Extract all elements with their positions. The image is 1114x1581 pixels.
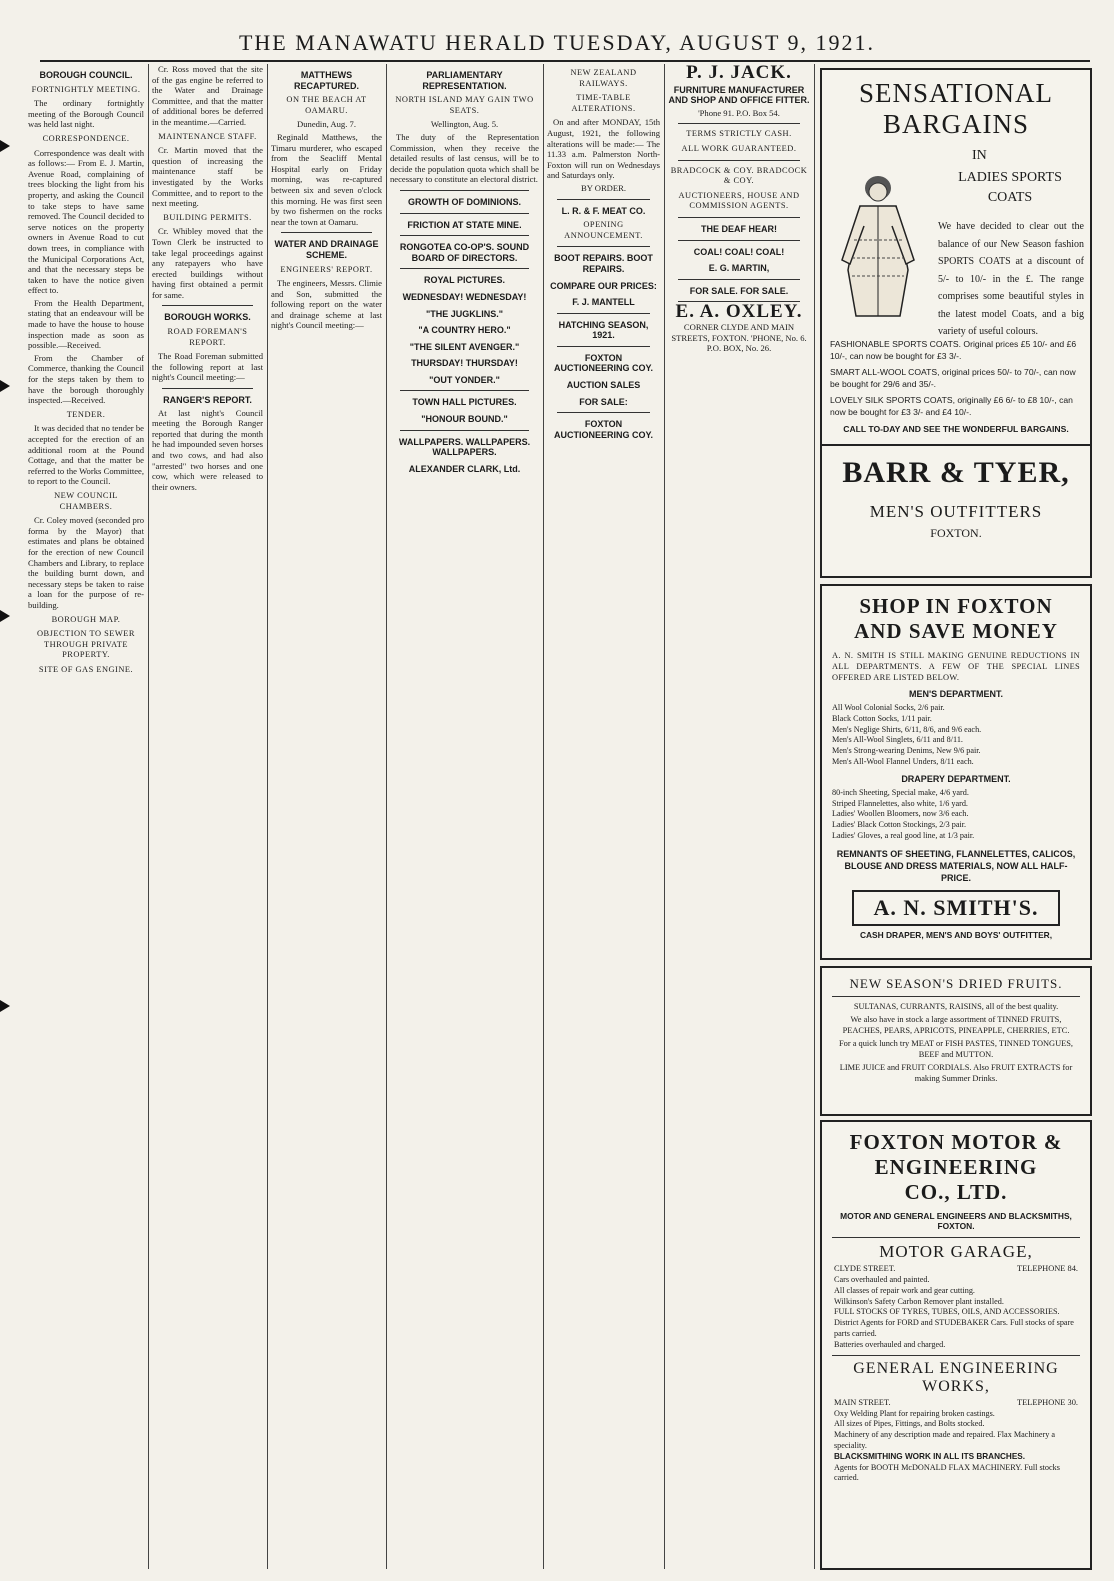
column-divider — [148, 64, 149, 1569]
masthead-rule — [40, 60, 1090, 62]
divider — [400, 268, 529, 269]
headline: ROYAL PICTURES. — [423, 275, 506, 286]
column-borough-council — [28, 64, 144, 1571]
column-pj-jack — [668, 64, 810, 1571]
divider — [678, 160, 800, 161]
headline: GROWTH OF DOMINIONS. — [408, 196, 521, 207]
subheadline: FURNITURE MANUFACTURER AND SHOP AND OFFICE FITTER. — [668, 84, 810, 106]
ad-subtitle: MOTOR AND GENERAL ENGINEERS AND BLACKSMITHS, FOXTON. — [840, 1211, 1072, 1231]
advertiser-name: BRADCOCK & COY. BRADCOCK & COY. — [670, 165, 808, 186]
article-paragraph: Cr. Ross moved that the site of the gas engine be referred to the Water and Drainage Committee, and that the matter of additional bores be deferred in the meantime.—Carried. — [152, 64, 263, 127]
headline: NEW ZEALAND RAILWAYS. — [570, 68, 637, 88]
subheadline: AUCTIONEERS, HOUSE AND COMMISSION AGENTS. — [678, 190, 800, 211]
street: CLYDE STREET. — [834, 1264, 896, 1273]
ad-offer: LOVELY SILK SPORTS COATS, originally £6 6/- to £8 10/-, can now be bought for £3 3/- and £4 10/-. — [830, 395, 1073, 417]
list-item: Oxy Welding Plant for repairing broken castings. — [834, 1408, 995, 1418]
list-item: 80-inch Sheeting, Special make, 4/6 yard. — [832, 787, 969, 797]
headline: FRICTION AT STATE MINE. — [407, 219, 522, 230]
subheadline: NEW COUNCIL CHAMBERS. — [54, 490, 118, 511]
headline: RONGOTEA CO-OP'S. SOUND BOARD OF DIRECTORS. — [399, 242, 530, 263]
article-paragraph: From the Chamber of Commerce, thanking the Council for the steps taken by them to have the borough thoroughly inspected.—Received. — [28, 352, 144, 406]
subheadline: ALL WORK GUARANTEED. — [681, 143, 797, 153]
ad-sensational-bargains — [820, 68, 1092, 446]
list-item: Agents for BOOTH McDONALD FLAX MACHINERY. Full stocks carried. — [834, 1462, 1060, 1483]
article-paragraph: On and after MONDAY, 15th August, 1921, the following alterations will be made:— The 11.33 a.m. Palmerston North-Foxton will run on Wednesdays and Saturdays only. — [547, 117, 660, 181]
scan-marker — [0, 380, 10, 392]
divider — [400, 190, 529, 191]
subheadline: MAINTENANCE STAFF. — [158, 131, 257, 141]
column-divider — [814, 64, 815, 1569]
article-paragraph: Correspondence was dealt with as follows:— From E. J. Martin, Avenue Road, complaining of trees blocking the light from his property, and asking the Council to take steps to have same removed. The Council decided to serve notices on the property owners in Avenue Road to cut down trees, in compliance with the Municipal Corporations Act, and that the necessary steps be taken to have the notice given effect to. — [28, 147, 144, 296]
column-matthews — [271, 64, 382, 1571]
article-paragraph: It was decided that no tender be accepted for the erection of an additional room at the Pound Cottage, and that the matter be referred to the Works Committee, to report to the Council. — [28, 423, 144, 487]
ad-body: SULTANAS, CURRANTS, RAISINS, all of the best quality. — [853, 1002, 1059, 1011]
list-item: Men's All-Wool Singlets, 6/11 and 8/11. — [832, 735, 963, 745]
headline: THE DEAF HEAR! — [701, 223, 777, 234]
ad-dried-fruits — [820, 966, 1092, 1116]
ad-body: LIME JUICE and FRUIT CORDIALS. Also FRUIT EXTRACTS for making Summer Drinks. — [839, 1063, 1073, 1083]
signoff: BY ORDER. — [580, 182, 627, 193]
list-item: BLACKSMITHING WORK IN ALL ITS BRANCHES. — [834, 1451, 1026, 1461]
headline: RANGER'S REPORT. — [163, 395, 252, 406]
ad-title: NEW SEASON'S DRIED FRUITS. — [849, 976, 1063, 991]
divider — [557, 246, 650, 247]
headline: HATCHING SEASON, 1921. — [558, 319, 649, 341]
film-title: "THE JUGKLINS." — [425, 308, 504, 319]
scan-marker — [0, 140, 10, 152]
ad-barr-tyer — [820, 444, 1092, 578]
list-item: Ladies' Black Cotton Stockings, 2/3 pair. — [832, 820, 967, 830]
column-divider — [267, 64, 268, 1569]
advertiser-name: E. A. OXLEY. — [675, 301, 803, 323]
film-title: "HONOUR BOUND." — [421, 414, 508, 425]
ad-title: BARR & TYER, — [842, 456, 1070, 489]
ad-title: AND SAVE MONEY — [854, 619, 1058, 643]
headline: WALLPAPERS. WALLPAPERS. WALLPAPERS. — [398, 436, 531, 458]
subheadline: FOR SALE: — [579, 396, 628, 407]
film-title: "A COUNTRY HERO." — [418, 325, 511, 336]
subheadline: TENDER. — [66, 409, 106, 419]
list-item: District Agents for FORD and STUDEBAKER Cars. Full stocks of spare parts carried. — [834, 1318, 1074, 1338]
subheadline: AUCTION SALES — [566, 380, 641, 391]
list-item: All classes of repair work and gear cutting. — [834, 1285, 975, 1295]
ad-title: A. N. SMITH'S. — [873, 894, 1039, 920]
subheadline: COMPARE OUR PRICES: — [550, 280, 657, 291]
list-item: Wilkinson's Safety Carbon Remover plant installed. — [834, 1296, 1004, 1306]
ad-subtitle: MEN'S OUTFITTERS — [869, 502, 1043, 521]
ad-town: FOXTON. — [930, 526, 982, 540]
subheadline: NORTH ISLAND MAY GAIN TWO SEATS. — [395, 95, 534, 115]
list-item: Men's Neglige Shirts, 6/11, 8/6, and 9/6 each. — [832, 724, 982, 734]
divider — [281, 232, 372, 233]
advertiser-name: ALEXANDER CLARK, Ltd. — [408, 463, 521, 474]
list-item: All sizes of Pipes, Fittings, and Bolts stocked. — [834, 1419, 985, 1429]
headline: FOR SALE. FOR SALE. — [689, 285, 789, 296]
column-council-continued — [152, 64, 263, 1571]
headline: FOXTON AUCTIONEERING COY. — [553, 352, 653, 374]
divider — [678, 123, 800, 124]
list-item: FULL STOCKS OF TYRES, TUBES, OILS, AND ACCESSORIES. — [834, 1307, 1060, 1317]
subheadline: TIME-TABLE ALTERATIONS. — [571, 93, 636, 113]
telephone: TELEPHONE 30. — [1017, 1397, 1078, 1407]
dateline: Dunedin, Aug. 7. — [297, 119, 356, 130]
ad-body: We also have in stock a large assortment of TINNED FRUITS, PEACHES, PEARS, APRICOTS, PINEAPPLE, CHERRIES, ETC. — [842, 1015, 1070, 1035]
ad-subtitle: LADIES SPORTS COATS — [958, 170, 1062, 205]
list-item: Ladies' Woollen Bloomers, now 3/6 each. — [832, 809, 969, 819]
divider — [400, 390, 529, 391]
subheadline: FORTNIGHTLY MEETING. — [31, 84, 141, 94]
divider — [557, 412, 650, 413]
ad-title: FOXTON MOTOR & — [849, 1130, 1063, 1154]
advertiser-name: F. J. MANTELL — [572, 297, 635, 308]
article-paragraph: The engineers, Messrs. Climie and Son, submitted the following report on the water and drainage scheme at last night's Council meeting:— — [271, 278, 382, 331]
ad-title: ENGINEERING — [874, 1155, 1038, 1179]
ad-section-title: MEN'S DEPARTMENT. — [909, 689, 1003, 699]
ad-shop-in-foxton — [820, 584, 1092, 960]
ad-footer: CASH DRAPER, MEN'S AND BOYS' OUTFITTER, — [859, 929, 1053, 940]
column-parliamentary — [390, 64, 539, 1571]
headline: MATTHEWS RECAPTURED. — [293, 70, 359, 91]
list-item: Black Cotton Socks, 1/11 pair. — [832, 713, 932, 723]
divider — [162, 388, 253, 389]
divider — [557, 313, 650, 314]
ad-offer: FASHIONABLE SPORTS COATS. Original prices £5 10/- and £6 10/-, can now be bought for £3 3/-. — [830, 339, 1077, 361]
list-item: Men's Strong-wearing Denims, New 9/6 pair. — [832, 746, 981, 756]
list-item: Batteries overhauled and charged. — [834, 1339, 946, 1349]
scan-marker — [0, 610, 10, 622]
subheadline: BOROUGH MAP. — [51, 614, 121, 624]
works-address-row — [834, 1398, 1078, 1407]
mens-items-list — [832, 703, 1080, 768]
divider — [678, 240, 800, 241]
ad-section-title: DRAPERY DEPARTMENT. — [901, 773, 1011, 784]
article-paragraph: The duty of the Representation Commission, when they receive the detailed results of last census, will be to decide the population quota which shall be necessary to constitute an electoral district. — [390, 131, 539, 185]
advertiser-name: P. J. JACK. — [686, 64, 792, 83]
shop-name-box — [852, 890, 1060, 926]
ad-call-to-action: CALL TO-DAY AND SEE THE WONDERFUL BARGAINS. — [843, 424, 1069, 434]
ad-offer: SMART ALL-WOOL COATS, original prices 50/- to 70/-, can now be bought for 29/6 and 35/-. — [830, 367, 1076, 389]
works-services-list — [834, 1409, 1078, 1485]
list-item: Men's All-Wool Flannel Unders, 8/11 each. — [832, 756, 974, 766]
article-paragraph: At last night's Council meeting the Borough Ranger reported that during the month he had impounded seven horses and two cows, and had also "arrested" two horses and one cow, which were released to their owners. — [152, 407, 263, 492]
headline: BOOT REPAIRS. BOOT REPAIRS. — [554, 253, 653, 274]
divider — [678, 217, 800, 218]
headline: BOROUGH WORKS. — [164, 312, 251, 323]
ad-body: A. N. SMITH IS STILL MAKING GENUINE REDUCTIONS IN ALL DEPARTMENTS. A FEW OF THE SPECIAL LINES OFFERED ARE LISTED BELOW. — [832, 651, 1080, 682]
ad-title: CO., LTD. — [904, 1180, 1008, 1204]
ad-foxton-motor — [820, 1120, 1092, 1570]
subheadline: BUILDING PERMITS. — [163, 212, 252, 222]
scan-marker — [0, 1000, 10, 1012]
divider — [557, 199, 650, 200]
ad-line: WEDNESDAY! WEDNESDAY! — [402, 291, 527, 302]
garage-address-row — [834, 1264, 1078, 1273]
masthead-title: THE MANAWATU HERALD TUESDAY, AUGUST 9, 1921. — [238, 30, 876, 55]
contact-line: CORNER CLYDE AND MAIN STREETS, FOXTON. 'PHONE, No. 6. P.O. BOX, No. 26. — [671, 321, 807, 354]
list-item: Cars overhauled and painted. — [834, 1275, 930, 1284]
garage-services-list — [834, 1275, 1078, 1351]
headline: TOWN HALL PICTURES. — [412, 397, 517, 408]
ad-title: BARGAINS — [882, 109, 1030, 139]
headline: PARLIAMENTARY REPRESENTATION. — [422, 70, 507, 91]
ad-section-title: GENERAL ENGINEERING — [853, 1359, 1059, 1377]
headline: BOROUGH COUNCIL. — [39, 70, 133, 80]
telephone: TELEPHONE 84. — [1017, 1264, 1078, 1273]
advertiser-name: E. G. MARTIN, — [708, 263, 770, 274]
article-paragraph: Cr. Coley moved (seconded pro forma by the Mayor) that estimates and plans be obtained for the erection of new Council Chambers and Library, to replace the building burnt down, and necessary steps be taken to raise a loan for the purpose of re-building. — [28, 515, 144, 610]
ad-line: THURSDAY! THURSDAY! — [411, 358, 518, 369]
divider — [400, 430, 529, 431]
headline: FOXTON AUCTIONEERING COY. — [553, 419, 653, 440]
list-item: Striped Flannelettes, also white, 1/6 yard. — [832, 798, 968, 808]
list-item: Ladies' Gloves, a real good line, at 1/3 pair. — [832, 830, 975, 840]
contact-line: 'Phone 91. P.O. Box 54. — [698, 107, 780, 118]
dateline: Wellington, Aug. 5. — [430, 119, 499, 130]
article-paragraph: The Road Foreman submitted the following report at last night's Council meeting:— — [152, 351, 263, 383]
article-paragraph: Reginald Matthews, the Timaru murderer, who escaped from the Seacliff Mental Hospital early on Friday morning, was re-captured between six and seven o'clock this morning. He was first seen by two fishermen on the rocks near the town at Oamaru. — [271, 131, 382, 227]
ad-title: SHOP IN FOXTON — [859, 594, 1053, 618]
article-paragraph: From the Health Department, stating that an endeavour will be made to have the house to house inspection made as soon as possible.—Received. — [28, 297, 144, 351]
subheadline: ROAD FOREMAN'S REPORT. — [167, 327, 248, 347]
divider — [678, 279, 800, 280]
subheadline: OBJECTION TO SEWER THROUGH PRIVATE PROPERTY. — [36, 629, 136, 660]
divider — [162, 305, 253, 306]
film-title: "OUT YONDER." — [429, 374, 500, 385]
subheadline: TERMS STRICTLY CASH. — [686, 129, 792, 139]
subheadline: OPENING ANNOUNCEMENT. — [564, 220, 643, 240]
divider — [400, 235, 529, 236]
headline: WATER AND DRAINAGE SCHEME. — [274, 239, 379, 260]
sports-coat-illustration-icon — [830, 170, 926, 320]
subheadline: CORRESPONDENCE. — [42, 133, 130, 143]
street: MAIN STREET. — [834, 1397, 891, 1407]
subheadline: ON THE BEACH AT OAMARU. — [286, 95, 367, 115]
ad-body: We have decided to clear out the balance of our New Season fashion SPORTS COATS at a discount of 5/- to 10/- in the £. The range comprises some beautiful styles in the latest model Coats, and a big variety of useful colours. — [938, 221, 1084, 337]
film-title: "THE SILENT AVENGER." — [409, 341, 520, 352]
article-paragraph: Cr. Whibley moved that the Town Clerk be instructed to take legal proceedings against any ratepayers who have erected buildings without having first obtained a permit for same. — [152, 226, 263, 300]
ad-section-title: MOTOR GARAGE, — [879, 1242, 1033, 1261]
list-item: Machinery of any description made and repaired. Flax Machinery a speciality. — [834, 1430, 1055, 1450]
ad-remnants: REMNANTS OF SHEETING, FLANNELETTES, CALICOS, BLOUSE AND DRESS MATERIALS, NOW ALL HALF-PRICE. — [836, 848, 1076, 883]
ad-title: SENSATIONAL — [858, 78, 1053, 108]
subheadline: ENGINEERS' REPORT. — [280, 264, 373, 274]
divider — [557, 346, 650, 347]
divider — [400, 213, 529, 214]
headline: L. R. & F. MEAT CO. — [561, 205, 646, 216]
drapery-items-list — [832, 788, 1080, 842]
column-divider — [543, 64, 544, 1569]
column-divider — [664, 64, 665, 1569]
ad-body: For a quick lunch try MEAT or FISH PASTES, TINNED TONGUES, BEEF and MUTTON. — [838, 1039, 1074, 1059]
ad-section-title: WORKS, — [922, 1377, 990, 1395]
column-railways — [547, 64, 660, 1571]
column-divider — [386, 64, 387, 1569]
list-item: All Wool Colonial Socks, 2/6 pair. — [832, 703, 945, 712]
subheadline: SITE OF GAS ENGINE. — [38, 664, 134, 674]
article-paragraph: The ordinary fortnightly meeting of the Borough Council was held last night. — [28, 98, 144, 130]
ad-subtitle: IN — [972, 148, 987, 163]
headline: COAL! COAL! COAL! — [693, 246, 785, 257]
article-paragraph: Cr. Martin moved that the question of increasing the maintenance staff be investigated by the Works Committee, and to report to the next meeting. — [152, 145, 263, 209]
